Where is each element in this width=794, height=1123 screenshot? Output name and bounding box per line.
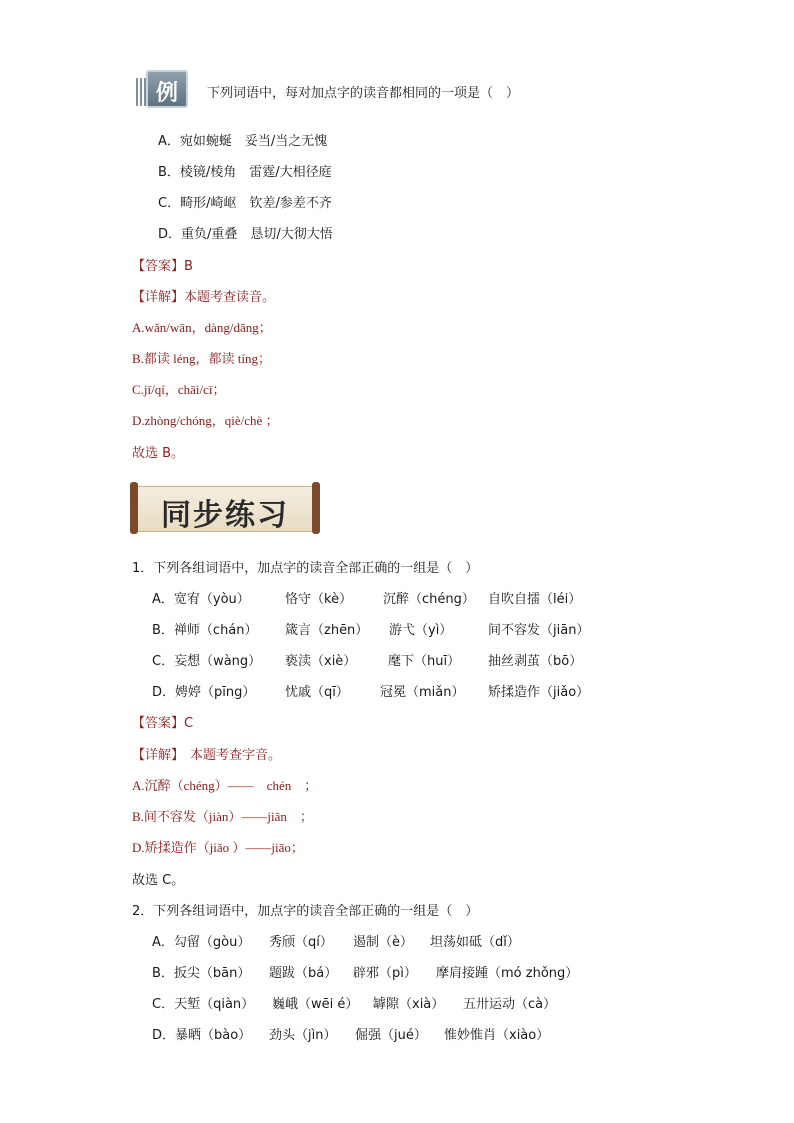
scroll-right-roll — [312, 482, 320, 534]
example-detail-line — [132, 286, 275, 305]
q2-c-1: C．天堑（qiàn） — [152, 997, 255, 1012]
q2-d-1: D．暴晒（bào） — [152, 1028, 252, 1043]
q2-a-2: 秀颀（qí） — [269, 935, 333, 950]
q1-explain-b: B.间不容发（jiàn）——jiān ； — [132, 809, 313, 824]
q1-b-2: 箴言（zhēn） — [285, 623, 369, 638]
q1-c-3: 麾下（huī） — [388, 654, 461, 669]
q1-detail-line — [132, 744, 281, 763]
example-explain-a: A.wǎn/wān，dàng/dāng； — [132, 320, 272, 335]
q2-a-3: 遏制（è） — [353, 935, 413, 950]
q2-d-3: 倔强（jué） — [355, 1028, 427, 1043]
q1-d-2: 忧戚（qī） — [285, 685, 349, 700]
example-icon-char: 例 — [155, 80, 178, 106]
q1-conclusion: 故选 C。 — [132, 873, 185, 888]
q2-c-3: 罅隙（xià） — [373, 997, 445, 1012]
q2-b-1: B．扳尖（bān） — [152, 966, 251, 981]
q2-b-3: 辟邪（pì） — [353, 966, 417, 981]
q1-explain-d: D.矫揉造作（jiǎo ）——jiāo； — [132, 840, 304, 855]
q1-b-1: B．禅师（chán） — [152, 623, 258, 638]
example-question: 下列词语中，每对加点字的读音都相同的一项是（ ） — [207, 86, 520, 101]
example-answer-line — [132, 255, 193, 274]
example-icon — [136, 68, 202, 110]
answer-value: C — [184, 716, 194, 731]
scroll-left-roll — [130, 482, 138, 534]
q1-answer-line — [132, 712, 193, 731]
q1-question: 1．下列各组词语中，加点字的读音全部正确的一组是（ ） — [132, 561, 479, 576]
q1-b-3: 游弋（yì） — [389, 623, 453, 638]
detail-text: 本题考查读音。 — [184, 290, 276, 305]
q1-d-3: 冠冕（miǎn） — [380, 685, 465, 700]
example-explain-b: B.都读 léng，都读 tíng； — [132, 351, 272, 366]
answer-tag: 【答案】 — [132, 259, 185, 274]
example-option-a: A．宛如蜿蜒 妥当/当之无愧 — [158, 134, 328, 149]
q1-d-4: 矫揉造作（jiǎo） — [488, 685, 590, 700]
q1-a-4: 自吹自擂（léi） — [488, 592, 582, 607]
q2-b-4: 摩肩接踵（mó zhǒng） — [436, 966, 579, 981]
q1-explain-a: A.沉醉（chéng）—— chén ； — [132, 778, 318, 793]
q1-c-1: C．妄想（wàng） — [152, 654, 262, 669]
example-explain-c: C.jī/qí，chāi/cī； — [132, 382, 226, 397]
q2-d-2: 劲头（jìn） — [269, 1028, 337, 1043]
q1-d-1: D．娉婷（pīng） — [152, 685, 256, 700]
q1-b-4: 间不容发（jiān） — [488, 623, 590, 638]
answer-tag: 【答案】 — [132, 716, 185, 731]
q2-a-1: A．勾留（gòu） — [152, 935, 251, 950]
detail-tag: 【详解】 — [132, 290, 185, 305]
q1-c-2: 亵渎（xiè） — [285, 654, 357, 669]
q2-question: 2．下列各组词语中，加点字的读音全部正确的一组是（ ） — [132, 904, 479, 919]
q2-b-2: 题跋（bá） — [269, 966, 338, 981]
detail-text: 本题考查字音。 — [190, 748, 282, 763]
answer-value: B — [184, 259, 193, 274]
example-conclusion: 故选 B。 — [132, 446, 185, 461]
example-option-c: C．畸形/崎岖 钦差/参差不齐 — [158, 196, 332, 211]
section-banner — [130, 480, 320, 536]
example-explain-d: D.zhòng/chóng，qiè/chè ； — [132, 413, 279, 428]
q1-a-3: 沉醉（chéng） — [383, 592, 475, 607]
detail-tag: 【详解】 — [132, 748, 185, 763]
q2-c-2: 巍峨（wēi é） — [272, 997, 359, 1012]
q2-c-4: 五卅运动（cà） — [463, 997, 557, 1012]
q1-a-1: A．宽宥（yòu） — [152, 592, 250, 607]
q1-c-4: 抽丝剥茧（bō） — [488, 654, 583, 669]
q2-a-4: 坦荡如砥（dǐ） — [430, 935, 520, 950]
q2-d-4: 惟妙惟肖（xiào） — [444, 1028, 550, 1043]
banner-title: 同步练习 — [161, 498, 289, 533]
example-option-b: B．棱镜/棱角 雷霆/大相径庭 — [158, 165, 332, 180]
scroll-paper — [138, 486, 312, 532]
q1-a-2: 恪守（kè） — [285, 592, 353, 607]
example-option-d: D．重负/重叠 恳切/大彻大悟 — [158, 227, 333, 242]
